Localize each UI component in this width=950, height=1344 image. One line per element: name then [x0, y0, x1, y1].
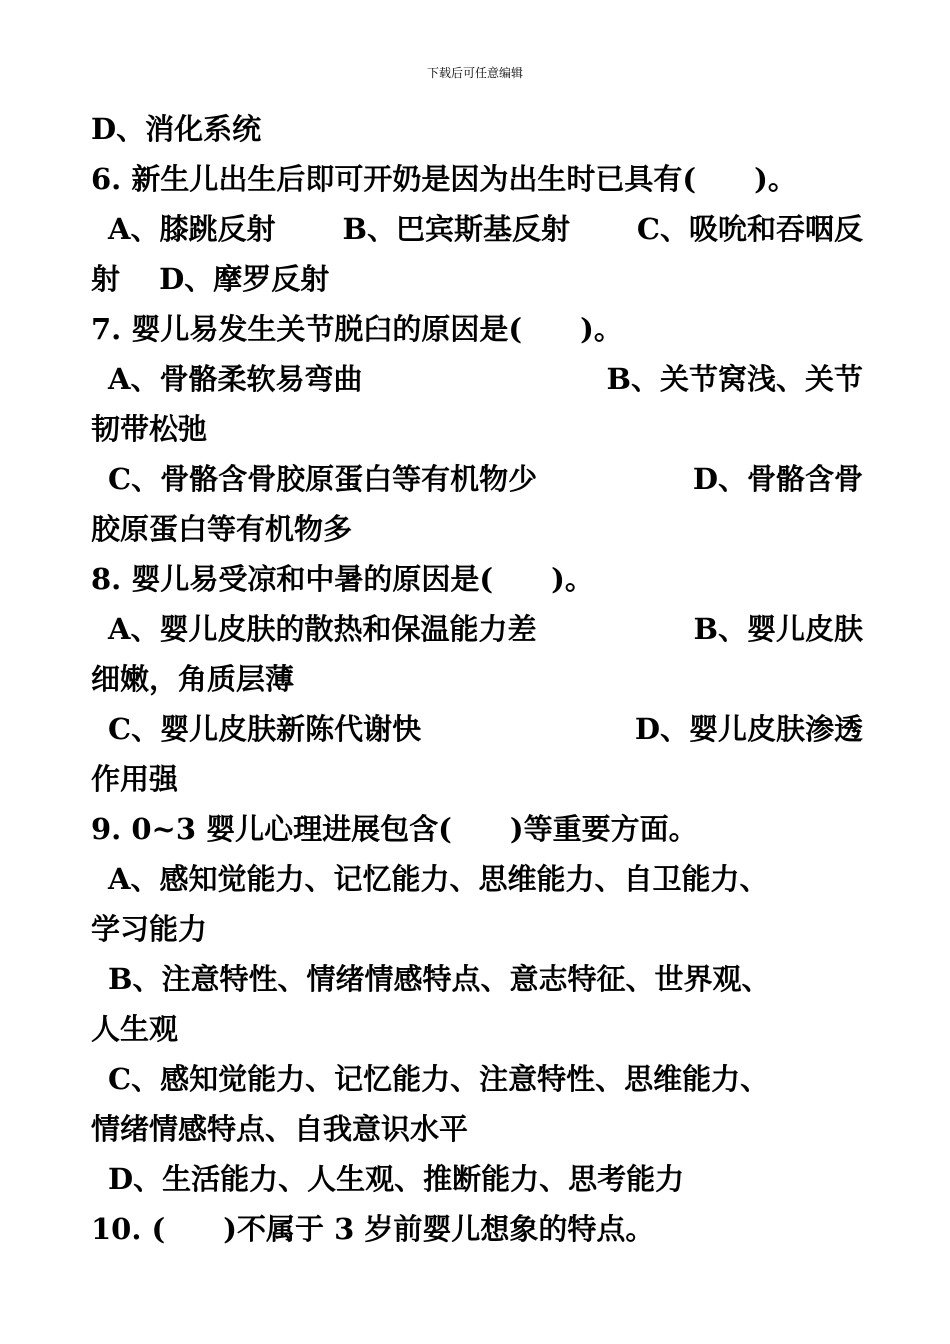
- option-text: C、骨骼含骨胶原蛋白等有机物少: [108, 462, 538, 496]
- text-line: B、注意特性、情绪情感特点、意志特征、世界观、: [108, 962, 771, 996]
- text-line: 人生观: [91, 1012, 179, 1046]
- option-text: B、巴宾斯基反射: [342, 212, 570, 246]
- text-line: 射 D、摩罗反射: [91, 262, 330, 296]
- option-row: [91, 354, 863, 404]
- option-text: C、吸吮和吞咽反: [636, 212, 863, 246]
- option-row: [91, 604, 863, 654]
- text-line: 作用强: [91, 762, 179, 796]
- option-text: B、关节窝浅、关节: [606, 362, 863, 396]
- option-row: [91, 454, 863, 504]
- text-line: D、生活能力、人生观、推断能力、思考能力: [108, 1162, 685, 1196]
- text-line: 细嫩，角质层薄: [91, 662, 295, 696]
- text-line: C、感知觉能力、记忆能力、注意特性、思维能力、: [108, 1062, 770, 1096]
- document-body: [91, 104, 863, 1254]
- text-line: 6. 新生儿出生后即可开奶是因为出生时已具有( )。: [91, 162, 797, 196]
- option-text: A、膝跳反射: [108, 212, 276, 246]
- text-line: A、感知觉能力、记忆能力、思维能力、自卫能力、: [108, 862, 769, 896]
- option-text: D、骨骼含骨: [692, 462, 863, 496]
- option-text: B、婴儿皮肤: [693, 612, 863, 646]
- text-line: 情绪情感特点、自我意识水平: [91, 1112, 469, 1146]
- page-header: 下载后可任意编辑: [426, 66, 523, 80]
- option-text: A、骨骼柔软易弯曲: [108, 362, 363, 396]
- text-line: 10. ( )不属于 3 岁前婴儿想象的特点。: [91, 1212, 655, 1246]
- option-text: C、婴儿皮肤新陈代谢快: [108, 712, 422, 746]
- text-line: D、消化系统: [91, 112, 262, 146]
- option-row: [91, 704, 863, 754]
- text-line: 9. 0~3 婴儿心理进展包含( )等重要方面。: [91, 812, 698, 846]
- text-line: 胶原蛋白等有机物多: [91, 512, 353, 546]
- text-line: 7. 婴儿易发生关节脱臼的原因是( )。: [91, 312, 623, 346]
- text-line: 8. 婴儿易受凉和中暑的原因是( )。: [91, 562, 594, 596]
- option-text: A、婴儿皮肤的散热和保温能力差: [108, 612, 537, 646]
- option-row: [91, 204, 863, 254]
- option-text: D、婴儿皮肤渗透: [634, 712, 863, 746]
- text-line: 学习能力: [91, 912, 208, 946]
- text-line: 韧带松弛: [91, 412, 208, 446]
